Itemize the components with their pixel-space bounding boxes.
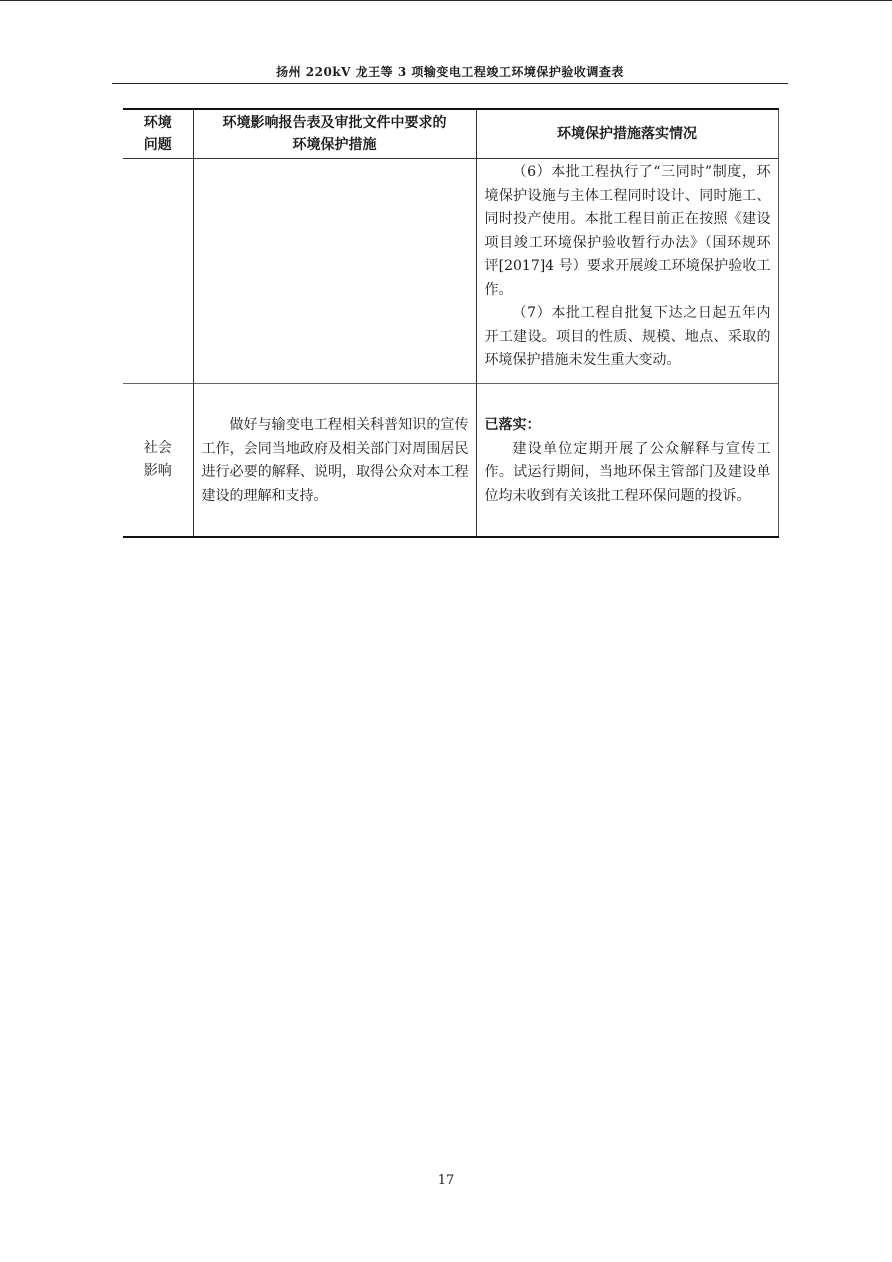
implementation-paragraph: （6）本批工程执行了“三同时”制度，环境保护设施与主体工程同时设计、同时施工、同时投产使用。本批工程目前正在按照《建设项目竣工环境保护验收暂行办法》（国环规环评[2017]4 号）要求开展竣工环境保护验收工作。: [484, 164, 771, 298]
implementation-paragraph: 建设单位定期开展了公众解释与宣传工作。试运行期间，当地环保主管部门及建设单位均未收到有关该批工程环保问题的投诉。: [484, 440, 771, 504]
issue-label-line1: 社会: [143, 440, 172, 456]
status-label: 已落实：: [484, 417, 541, 433]
column-header-issue-line1: 环境: [143, 115, 172, 131]
environmental-protection-table: [123, 108, 779, 538]
required-measures-cell: [193, 384, 476, 538]
page-top-border: [0, 0, 892, 1]
document-header-title: 扬州 220kV 龙王等 3 项输变电工程竣工环境保护验收调查表: [276, 65, 624, 79]
issue-label-line2: 影响: [143, 463, 172, 479]
required-measures-cell-empty: [193, 159, 476, 384]
column-header-required-line1: 环境影响报告表及审批文件中要求的: [222, 115, 447, 131]
column-header-required-measures: [193, 109, 476, 159]
issue-cell-social-impact: [123, 384, 193, 538]
required-measures-text: 做好与输变电工程相关科普知识的宣传工作，会同当地政府及相关部门对周围居民进行必要的解释、说明，取得公众对本工程建设的理解和支持。: [201, 417, 469, 504]
header-divider: [112, 83, 788, 84]
table-header-row: [123, 109, 778, 159]
page-number: 17: [437, 1173, 455, 1188]
column-header-issue: [123, 109, 193, 159]
column-header-required-line2: 环境保护措施: [292, 137, 377, 153]
implementation-cell: [476, 159, 778, 384]
column-header-implementation: [476, 109, 778, 159]
table-row-social-impact: [123, 384, 778, 538]
column-header-issue-line2: 问题: [143, 137, 172, 153]
implementation-paragraph: （7）本批工程自批复下达之日起五年内开工建设。项目的性质、规模、地点、采取的环境保护措施未发生重大变动。: [484, 305, 771, 368]
table-row-continuation: [123, 159, 778, 384]
column-header-implementation-text: 环境保护措施落实情况: [557, 126, 697, 142]
issue-cell-empty: [123, 159, 193, 384]
implementation-cell: [476, 384, 778, 538]
